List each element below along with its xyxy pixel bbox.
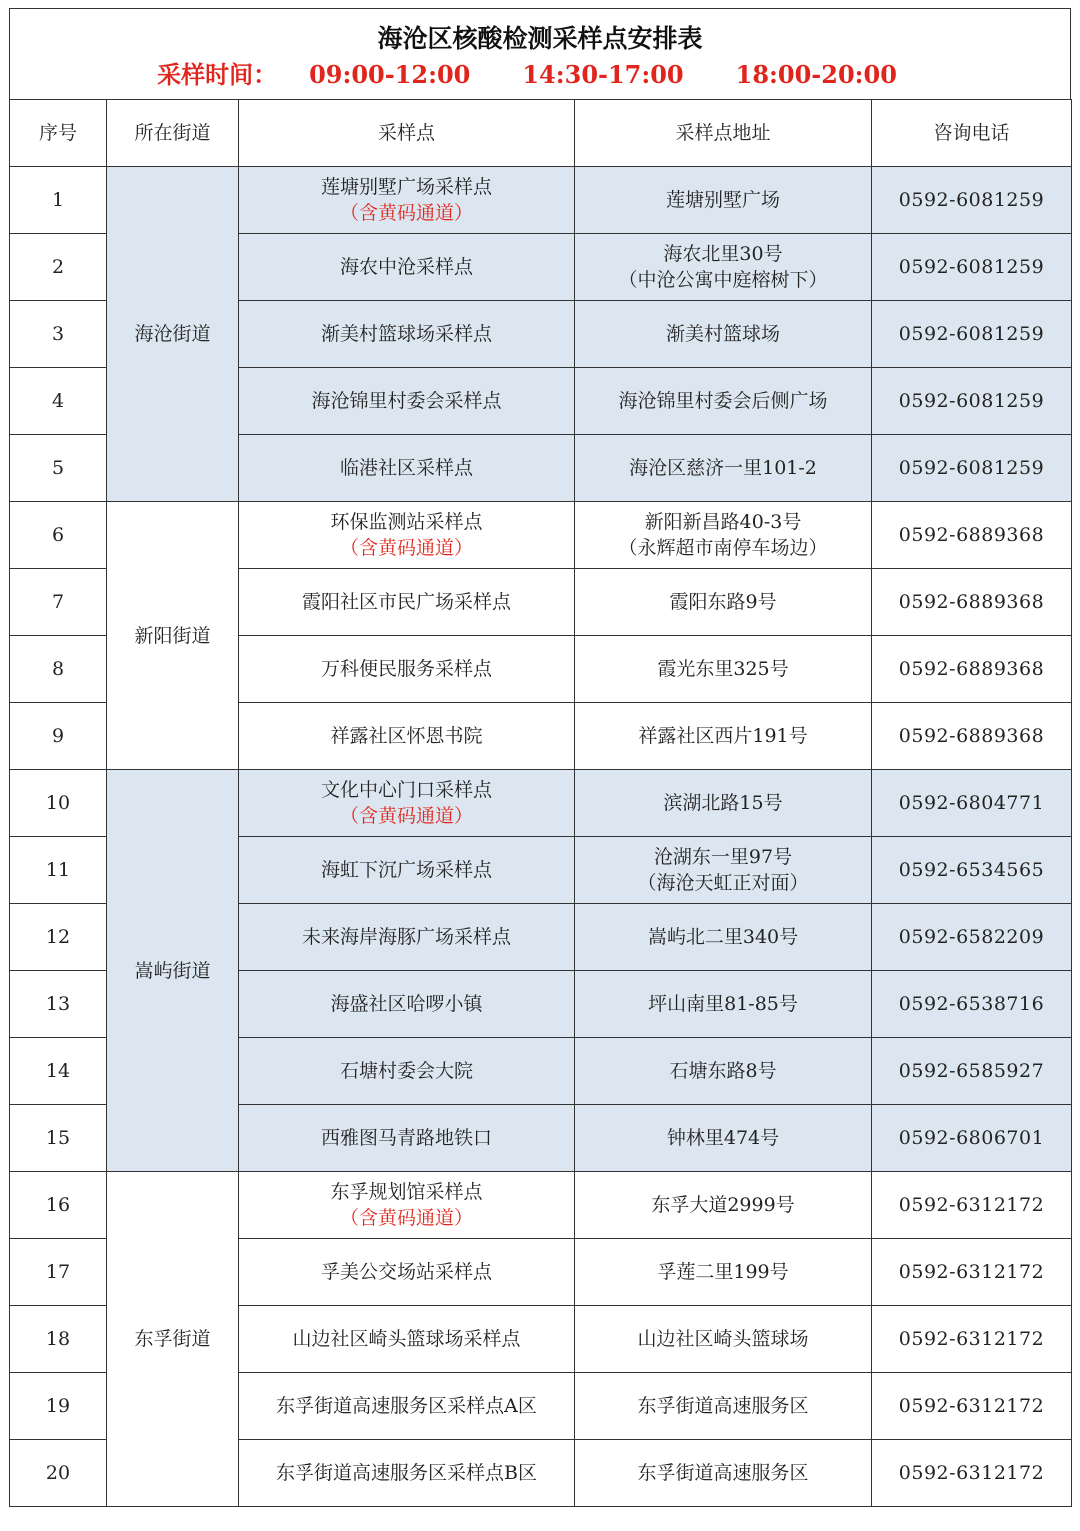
- site-name: 未来海岸海豚广场采样点: [301, 926, 511, 948]
- cell-phone: 0592-6312172: [872, 1440, 1072, 1507]
- cell-site: [239, 971, 575, 1038]
- cell-no: 14: [10, 1038, 107, 1105]
- site-name: 祥露社区怀恩书院: [330, 725, 483, 747]
- cell-no: 7: [10, 569, 107, 636]
- cell-phone: 0592-6889368: [872, 636, 1072, 703]
- cell-phone: 0592-6312172: [872, 1239, 1072, 1306]
- cell-no: 18: [10, 1306, 107, 1373]
- yellow-code-note: （含黄码通道）: [339, 805, 473, 827]
- site-name: 海盛社区哈啰小镇: [330, 993, 483, 1015]
- address-line: 东孚大道2999号: [651, 1194, 795, 1216]
- schedule-sheet: [9, 8, 1071, 1507]
- cell-address: [575, 971, 872, 1038]
- site-name: 临港社区采样点: [339, 457, 473, 479]
- cell-no: 6: [10, 502, 107, 569]
- cell-phone: 0592-6312172: [872, 1172, 1072, 1239]
- address-line: 石塘东路8号: [669, 1060, 777, 1082]
- cell-no: 11: [10, 837, 107, 904]
- cell-site: [239, 167, 575, 234]
- address-line: 祥露社区西片191号: [638, 725, 808, 747]
- address-line: 霞光东里325号: [657, 658, 789, 680]
- site-name: 西雅图马青路地铁口: [320, 1127, 492, 1149]
- time-slot-evening: 18:00-20:00: [735, 60, 897, 89]
- cell-address: [575, 636, 872, 703]
- cell-address: [575, 435, 872, 502]
- cell-no: 16: [10, 1172, 107, 1239]
- cell-no: 1: [10, 167, 107, 234]
- cell-site: [239, 1440, 575, 1507]
- address-line: 坪山南里81-85号: [648, 993, 798, 1015]
- site-name: 山边社区崎头篮球场采样点: [292, 1328, 521, 1350]
- cell-address: [575, 502, 872, 569]
- cell-no: 17: [10, 1239, 107, 1306]
- cell-phone: 0592-6534565: [872, 837, 1072, 904]
- cell-no: 10: [10, 770, 107, 837]
- site-name: 文化中心门口采样点: [320, 779, 492, 801]
- cell-site: [239, 636, 575, 703]
- cell-address: [575, 837, 872, 904]
- cell-phone: 0592-6889368: [872, 703, 1072, 770]
- cell-site: [239, 703, 575, 770]
- header-no: 序号: [10, 100, 107, 167]
- yellow-code-note: （含黄码通道）: [339, 1207, 473, 1229]
- cell-no: 3: [10, 301, 107, 368]
- cell-phone: 0592-6582209: [872, 904, 1072, 971]
- cell-address: [575, 904, 872, 971]
- cell-phone: 0592-6804771: [872, 770, 1072, 837]
- cell-address: [575, 167, 872, 234]
- site-name: 渐美村篮球场采样点: [320, 323, 492, 345]
- site-name: 孚美公交场站采样点: [320, 1261, 492, 1283]
- site-name: 霞阳社区市民广场采样点: [301, 591, 511, 613]
- address-line: 滨湖北路15号: [663, 792, 783, 814]
- site-name: 万科便民服务采样点: [320, 658, 492, 680]
- site-name: 东孚街道高速服务区采样点B区: [276, 1462, 537, 1484]
- site-name: 石塘村委会大院: [339, 1060, 473, 1082]
- cell-site: [239, 435, 575, 502]
- cell-phone: 0592-6889368: [872, 502, 1072, 569]
- cell-address: [575, 703, 872, 770]
- address-line: 山边社区崎头篮球场: [637, 1328, 809, 1350]
- cell-no: 19: [10, 1373, 107, 1440]
- site-name: 海农中沧采样点: [339, 256, 473, 278]
- title-block: [9, 8, 1071, 99]
- address-note: （中沧公寓中庭榕树下）: [618, 269, 828, 291]
- cell-address: [575, 301, 872, 368]
- cell-site: [239, 569, 575, 636]
- cell-street: 嵩屿街道: [107, 770, 239, 1172]
- address-note: （永辉超市南停车场边）: [618, 537, 828, 559]
- site-name: 环保监测站采样点: [330, 511, 483, 533]
- cell-no: 4: [10, 368, 107, 435]
- cell-no: 12: [10, 904, 107, 971]
- sampling-time-label: 采样时间：: [157, 60, 278, 89]
- cell-phone: 0592-6806701: [872, 1105, 1072, 1172]
- cell-street: 海沧街道: [107, 167, 239, 502]
- cell-phone: 0592-6081259: [872, 368, 1072, 435]
- site-name: 东孚街道高速服务区采样点A区: [276, 1395, 537, 1417]
- cell-phone: 0592-6538716: [872, 971, 1072, 1038]
- cell-site: [239, 301, 575, 368]
- sampling-time: [10, 58, 1070, 92]
- cell-phone: 0592-6889368: [872, 569, 1072, 636]
- address-line: 海农北里30号: [663, 243, 783, 265]
- cell-address: [575, 1306, 872, 1373]
- page-title: 海沧区核酸检测采样点安排表: [377, 24, 703, 53]
- cell-no: 13: [10, 971, 107, 1038]
- site-name: 莲塘别墅广场采样点: [320, 176, 492, 198]
- address-line: 莲塘别墅广场: [665, 189, 780, 211]
- address-line: 霞阳东路9号: [669, 591, 777, 613]
- cell-address: [575, 1038, 872, 1105]
- address-line: 渐美村篮球场: [665, 323, 780, 345]
- address-note: （海沧天虹正对面）: [637, 872, 809, 894]
- cell-address: [575, 368, 872, 435]
- cell-no: 9: [10, 703, 107, 770]
- address-line: 钟林里474号: [666, 1127, 780, 1149]
- cell-no: 8: [10, 636, 107, 703]
- site-name: 海虹下沉广场采样点: [320, 859, 492, 881]
- address-line: 东孚街道高速服务区: [637, 1462, 809, 1484]
- cell-address: [575, 1373, 872, 1440]
- site-name: 东孚规划馆采样点: [330, 1181, 483, 1203]
- cell-site: [239, 1105, 575, 1172]
- cell-address: [575, 569, 872, 636]
- header-street: 所在街道: [107, 100, 239, 167]
- table-row: [10, 770, 1072, 837]
- cell-address: [575, 234, 872, 301]
- address-line: 沧湖东一里97号: [653, 846, 793, 868]
- cell-no: 5: [10, 435, 107, 502]
- table-row: [10, 502, 1072, 569]
- cell-site: [239, 1306, 575, 1373]
- cell-no: 15: [10, 1105, 107, 1172]
- cell-site: [239, 502, 575, 569]
- yellow-code-note: （含黄码通道）: [339, 202, 473, 224]
- cell-street: 东孚街道: [107, 1172, 239, 1507]
- table-header-row: [10, 100, 1072, 167]
- cell-site: [239, 770, 575, 837]
- address-line: 新阳新昌路40-3号: [644, 511, 802, 533]
- address-line: 东孚街道高速服务区: [637, 1395, 809, 1417]
- cell-no: 2: [10, 234, 107, 301]
- address-line: 嵩屿北二里340号: [647, 926, 799, 948]
- cell-site: [239, 1038, 575, 1105]
- cell-site: [239, 1239, 575, 1306]
- cell-site: [239, 234, 575, 301]
- sampling-site-table: [9, 99, 1072, 1507]
- cell-phone: 0592-6081259: [872, 435, 1072, 502]
- time-slot-afternoon: 14:30-17:00: [522, 60, 684, 89]
- table-body: [10, 100, 1072, 1507]
- cell-site: [239, 837, 575, 904]
- header-phone: 咨询电话: [872, 100, 1072, 167]
- cell-site: [239, 904, 575, 971]
- cell-address: [575, 1239, 872, 1306]
- cell-phone: 0592-6081259: [872, 301, 1072, 368]
- cell-address: [575, 1440, 872, 1507]
- header-address: 采样点地址: [575, 100, 872, 167]
- cell-phone: 0592-6081259: [872, 234, 1072, 301]
- address-line: 孚莲二里199号: [657, 1261, 789, 1283]
- yellow-code-note: （含黄码通道）: [339, 537, 473, 559]
- header-site: 采样点: [239, 100, 575, 167]
- address-line: 海沧区慈济一里101-2: [629, 457, 817, 479]
- cell-site: [239, 1172, 575, 1239]
- cell-address: [575, 1105, 872, 1172]
- site-name: 海沧锦里村委会采样点: [311, 390, 502, 412]
- cell-phone: 0592-6585927: [872, 1038, 1072, 1105]
- cell-phone: 0592-6312172: [872, 1373, 1072, 1440]
- table-row: [10, 1172, 1072, 1239]
- address-line: 海沧锦里村委会后侧广场: [618, 390, 828, 412]
- cell-address: [575, 770, 872, 837]
- cell-phone: 0592-6312172: [872, 1306, 1072, 1373]
- cell-street: 新阳街道: [107, 502, 239, 770]
- cell-phone: 0592-6081259: [872, 167, 1072, 234]
- cell-address: [575, 1172, 872, 1239]
- time-slot-morning: 09:00-12:00: [309, 60, 471, 89]
- cell-no: 20: [10, 1440, 107, 1507]
- cell-site: [239, 368, 575, 435]
- cell-site: [239, 1373, 575, 1440]
- table-row: [10, 167, 1072, 234]
